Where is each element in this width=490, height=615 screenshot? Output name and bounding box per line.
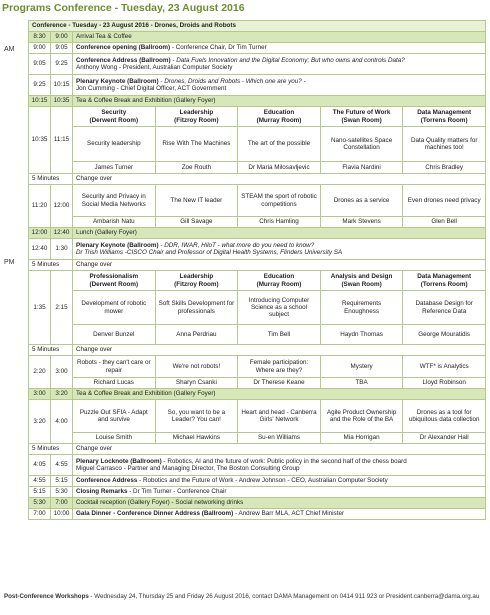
speaker-name: Ambarish Natu [73, 217, 156, 228]
session-title: We're not robots! [155, 356, 238, 378]
changeover-label: 5 Minutes [29, 444, 73, 455]
end-time: 9:00 [51, 32, 73, 43]
session-text [73, 487, 486, 498]
stream-heading: Data Management (Torrens Room) [403, 107, 486, 127]
pm-label: PM [4, 259, 15, 266]
schedule-row [29, 455, 486, 476]
end-time: 5:15 [51, 476, 73, 487]
changeover-row [29, 345, 486, 356]
session-text [73, 509, 486, 520]
session-topic: - Drones, Droids and Robots - Which one are you? - [158, 77, 306, 85]
changeover-row [29, 260, 486, 271]
schedule-table [28, 20, 486, 520]
speaker-row [29, 378, 486, 389]
schedule-row [29, 476, 486, 487]
start-time: 12:40 [29, 239, 51, 260]
speaker-name: Mark Stevens [320, 217, 403, 228]
schedule-row [29, 487, 486, 498]
stream-heading: Education (Murray Room) [238, 107, 321, 127]
session-title: Database Design for Reference Data [403, 291, 486, 325]
stream-heading: Data Management (Torrens Room) [403, 271, 486, 291]
speaker-name: Haydn Thomas [320, 325, 403, 345]
session-detail: - Dr Tim Turner - Conference Chair [127, 488, 227, 496]
session-title: Puzzle Out SFIA - Adapt and survive [73, 400, 156, 433]
schedule-row [29, 389, 486, 400]
session-title: Even drones need privacy [403, 185, 486, 217]
speaker-name: Glen Bell [403, 217, 486, 228]
end-time: 10:35 [51, 96, 73, 107]
session-title: Female participation: Where are they? [238, 356, 321, 378]
schedule-row [29, 498, 486, 509]
changeover-text: Change over [73, 345, 486, 356]
end-time: 3:20 [51, 389, 73, 400]
session-title: Heart and head - Canberra Girls' Network [238, 400, 321, 433]
speaker-name: Zoe Routh [155, 162, 238, 174]
speaker-name: Lloyd Robinson [403, 378, 486, 389]
schedule-row [29, 32, 486, 43]
session-heading: Closing Remarks [76, 488, 128, 496]
speaker-name: Dr Alexander Hall [403, 433, 486, 444]
session-heading: Conference Address (Ballroom) [76, 56, 171, 64]
speaker-name: Su-en Williams [238, 433, 321, 444]
session-heading: Conference opening (Ballroom) [76, 44, 171, 52]
start-time: 12:00 [29, 228, 51, 239]
start-time: 9:05 [29, 54, 51, 75]
session-text [73, 43, 486, 54]
start-time: 9:00 [29, 43, 51, 54]
session-title: Soft Skills Development for professionals [155, 291, 238, 325]
schedule-row [29, 75, 486, 96]
session-title: Rise With The Machines [155, 127, 238, 162]
end-time: 2:15 [51, 271, 73, 345]
session-topic: - Data Fuels Innovation and the Digital Economy; But who owns and controls Data? [170, 56, 405, 64]
speaker-name: Sharyn Csanki [155, 378, 238, 389]
session-detail: - Andrew Barr MLA, ACT Chief Minister [233, 510, 345, 518]
changeover-text: Change over [73, 444, 486, 455]
speaker-name: Michael Hawkins [155, 433, 238, 444]
start-time: 9:25 [29, 75, 51, 96]
stream-heading: Leadership (Fitzroy Room) [155, 271, 238, 291]
stream-heading-row [29, 107, 486, 127]
session-heading: Plenary Keynote (Ballroom) [76, 241, 159, 249]
changeover-label: 5 Minutes [29, 260, 73, 271]
end-time: 3:00 [51, 356, 73, 389]
stream-heading-row [29, 271, 486, 291]
session-text: Arrival Tea & Coffee [73, 32, 486, 43]
session-speaker: Dr Trish Williams -CISCO Chair and Professor of Digital Health Systems, Flinders University SA [76, 249, 343, 256]
session-title: Agile Product Ownership and the Role of the BA [320, 400, 403, 433]
schedule-row [29, 228, 486, 239]
day-header-row [29, 21, 486, 32]
session-title: Nano-satellites Space Constellation [320, 127, 403, 162]
session-heading: Conference Address [76, 477, 138, 485]
schedule-row [29, 509, 486, 520]
session-text: Tea & Coffee Break and Exhibition (Gallery Foyer) [73, 389, 486, 400]
start-time: 10:15 [29, 96, 51, 107]
speaker-name: Tim Bell [238, 325, 321, 345]
end-time: 5:30 [51, 487, 73, 498]
session-title: Introducing Computer Science as a school subject [238, 291, 321, 325]
changeover-text: Change over [73, 260, 486, 271]
start-time: 5:15 [29, 487, 51, 498]
session-detail: - Conference Chair, Dr Tim Turner [170, 44, 267, 52]
end-time: 12:00 [51, 185, 73, 228]
session-speaker: Jon Cumming - Chief Digital Officer, ACT Government [76, 85, 227, 92]
session-title-row [29, 356, 486, 378]
session-title-row [29, 400, 486, 433]
speaker-name: Mia Horrigan [320, 433, 403, 444]
session-text [73, 239, 486, 260]
session-title: Data Quality matters for machines too! [403, 127, 486, 162]
end-time: 1:30 [51, 239, 73, 260]
day-header: Conference - Tuesday - 23 August 2016 - Drones, Droids and Robots [29, 21, 486, 32]
session-title: Security leadership [73, 127, 156, 162]
speaker-row [29, 162, 486, 174]
speaker-name: Dr Therese Keane [238, 378, 321, 389]
session-title-row [29, 127, 486, 162]
session-heading: Gala Dinner - Conference Dinner Address (Ballroom) [76, 510, 234, 518]
speaker-name: Denver Bunzel [73, 325, 156, 345]
session-title-row [29, 291, 486, 325]
session-speaker: Miguel Carrasco - Partner and Managing Director, The Boston Consulting Group [76, 465, 300, 472]
end-time: 10:00 [51, 509, 73, 520]
start-time: 11:20 [29, 185, 51, 228]
footer-note [4, 593, 484, 601]
stream-heading: Leadership (Fitzroy Room) [155, 107, 238, 127]
session-detail: - Robotics and the Future of Work - Andrew Johnson - CEO, Australian Computer Society [137, 477, 388, 485]
changeover-text: Change over [73, 174, 486, 185]
start-time: 3:20 [29, 400, 51, 444]
end-time: 10:15 [51, 75, 73, 96]
schedule-row [29, 54, 486, 75]
session-title: STEAM the sport of robotic competitions [238, 185, 321, 217]
session-speaker: Anthony Wong - President, Australian Computer Society [76, 64, 233, 71]
session-title: Robots - they can't care or repair [73, 356, 156, 378]
session-title: Mystery [320, 356, 403, 378]
speaker-name: Flavia Nardini [320, 162, 403, 174]
stream-heading: Security (Derwent Room) [73, 107, 156, 127]
speaker-row [29, 325, 486, 345]
am-label: AM [4, 46, 15, 53]
session-text [73, 54, 486, 75]
changeover-row [29, 174, 486, 185]
session-title: Development of robotic mower [73, 291, 156, 325]
speaker-name: Chris Bradley [403, 162, 486, 174]
footer-text: - Wednesday 24, Thursday 25 and Friday 26 August 2016, contact DAMA Management on 0414 911 923 or President.canberra@dama.org.au [88, 593, 480, 600]
start-time: 5:30 [29, 498, 51, 509]
speaker-row [29, 433, 486, 444]
schedule-row [29, 43, 486, 54]
schedule-row [29, 96, 486, 107]
start-time: 7:00 [29, 509, 51, 520]
changeover-label: 5 Minutes [29, 174, 73, 185]
speaker-name: Anna Perdriau [155, 325, 238, 345]
session-text: Lunch (Gallery Foyer) [73, 228, 486, 239]
session-text [73, 455, 486, 476]
speaker-name: James Turner [73, 162, 156, 174]
changeover-label: 5 Minutes [29, 345, 73, 356]
stream-heading: Professionalism (Derwent Room) [73, 271, 156, 291]
end-time: 9:05 [51, 43, 73, 54]
start-time: 2:20 [29, 356, 51, 389]
session-title: Drones as a service [320, 185, 403, 217]
speaker-name: Chris Hamling [238, 217, 321, 228]
speaker-name: Louise Smith [73, 433, 156, 444]
page-title: Programs Conference - Tuesday, 23 August 2016 [2, 2, 245, 14]
end-time: 4:00 [51, 400, 73, 444]
footer-heading: Post-Conference Workshops [4, 593, 89, 600]
session-title: The New IT leader [155, 185, 238, 217]
speaker-name: Gill Savage [155, 217, 238, 228]
session-title-row [29, 185, 486, 217]
stream-heading: Education (Murray Room) [238, 271, 321, 291]
end-time: 11:15 [51, 107, 73, 174]
stream-heading: Analysis and Design (Swan Room) [320, 271, 403, 291]
session-text [73, 75, 486, 96]
speaker-name: Dr Maria Milosavljevic [238, 162, 321, 174]
speaker-name: Richard Lucas [73, 378, 156, 389]
start-time: 8:30 [29, 32, 51, 43]
session-text: Cocktail reception (Gallery Foyer) - Social networking drinks [73, 498, 486, 509]
session-topic: - DDR, IWAR, HiloT - what more do you need to know? [158, 241, 315, 249]
speaker-name: George Mouratidis [403, 325, 486, 345]
session-title: WTF* is Analytics [403, 356, 486, 378]
start-time: 4:55 [29, 476, 51, 487]
schedule-row [29, 239, 486, 260]
session-text [73, 476, 486, 487]
session-title: Requirements Enoughness [320, 291, 403, 325]
end-time: 4:55 [51, 455, 73, 476]
session-title: So, you want to be a Leader? You can! [155, 400, 238, 433]
changeover-row [29, 444, 486, 455]
end-time: 7:00 [51, 498, 73, 509]
speaker-name: TBA [320, 378, 403, 389]
end-time: 12:40 [51, 228, 73, 239]
end-time: 9:25 [51, 54, 73, 75]
start-time: 1:35 [29, 271, 51, 345]
session-heading: Plenary Keynote (Ballroom) [76, 77, 159, 85]
session-title: The art of the possible [238, 127, 321, 162]
start-time: 4:05 [29, 455, 51, 476]
speaker-row [29, 217, 486, 228]
session-detail: - Robotics, AI and the future of work: Public policy in the second half of the chess board [161, 457, 407, 465]
session-title: Security and Privacy in Social Media Networks [73, 185, 156, 217]
session-text: Tea & Coffee Break and Exhibition (Gallery Foyer) [73, 96, 486, 107]
stream-heading: The Future of Work (Swan Room) [320, 107, 403, 127]
session-heading: Plenary Locknote (Ballroom) [76, 457, 162, 465]
start-time: 10:35 [29, 107, 51, 174]
start-time: 3:00 [29, 389, 51, 400]
session-title: Drones as a tool for ubiquitous data collection [403, 400, 486, 433]
